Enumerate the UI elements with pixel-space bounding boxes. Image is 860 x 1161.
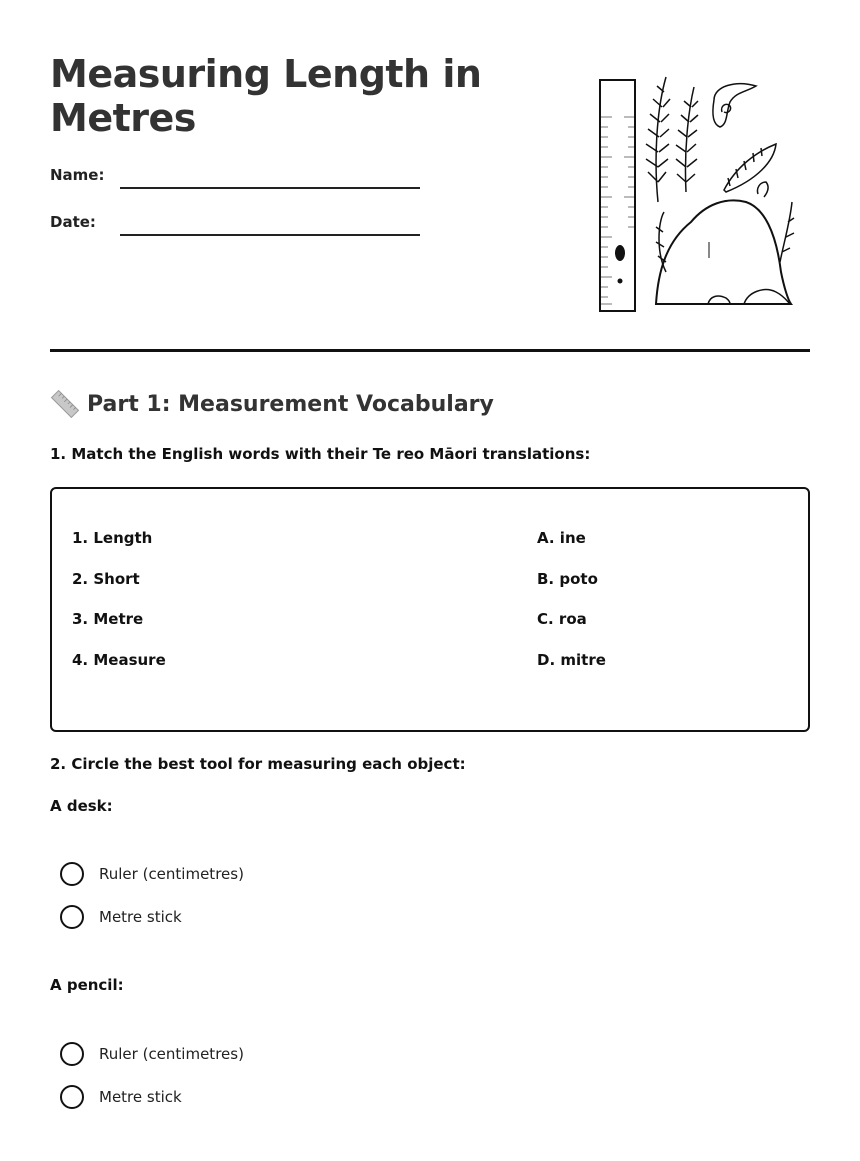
date-line[interactable] (120, 234, 420, 236)
option-pencil-ruler[interactable] (60, 1041, 244, 1067)
match-left-4: 4. Measure (72, 651, 166, 669)
name-label: Name: (50, 166, 105, 184)
radio-circle[interactable] (60, 1085, 84, 1109)
radio-circle[interactable] (60, 1042, 84, 1066)
option-label: Metre stick (99, 908, 182, 926)
match-right-d: D. mitre (537, 651, 606, 669)
part1-header (50, 388, 494, 420)
object-label-pencil: A pencil: (50, 976, 124, 994)
matching-box (50, 487, 810, 732)
match-left-2: 2. Short (72, 570, 140, 588)
match-left-3: 3. Metre (72, 610, 144, 628)
worksheet-title: Measuring Length in Metres (50, 52, 482, 140)
option-pencil-metre-stick[interactable] (60, 1084, 182, 1110)
section-divider (50, 349, 810, 352)
radio-circle[interactable] (60, 862, 84, 886)
match-right-a: A. ine (537, 529, 586, 547)
question-2-prompt: 2. Circle the best tool for measuring each object: (50, 755, 466, 773)
match-left-1: 1. Length (72, 529, 153, 547)
ruler-icon (50, 389, 80, 419)
option-label: Ruler (centimetres) (99, 1045, 244, 1063)
radio-circle[interactable] (60, 905, 84, 929)
object-label-desk: A desk: (50, 797, 113, 815)
name-line[interactable] (120, 187, 420, 189)
option-desk-ruler[interactable] (60, 861, 244, 887)
option-label: Ruler (centimetres) (99, 865, 244, 883)
option-label: Metre stick (99, 1088, 182, 1106)
date-label: Date: (50, 213, 96, 231)
option-desk-metre-stick[interactable] (60, 904, 182, 930)
match-right-c: C. roa (537, 610, 587, 628)
match-right-b: B. poto (537, 570, 598, 588)
question-1-prompt: 1. Match the English words with their Te reo Māori translations: (50, 445, 591, 463)
ruler-and-plants-illustration (596, 72, 796, 314)
part1-heading: Part 1: Measurement Vocabulary (87, 391, 494, 417)
